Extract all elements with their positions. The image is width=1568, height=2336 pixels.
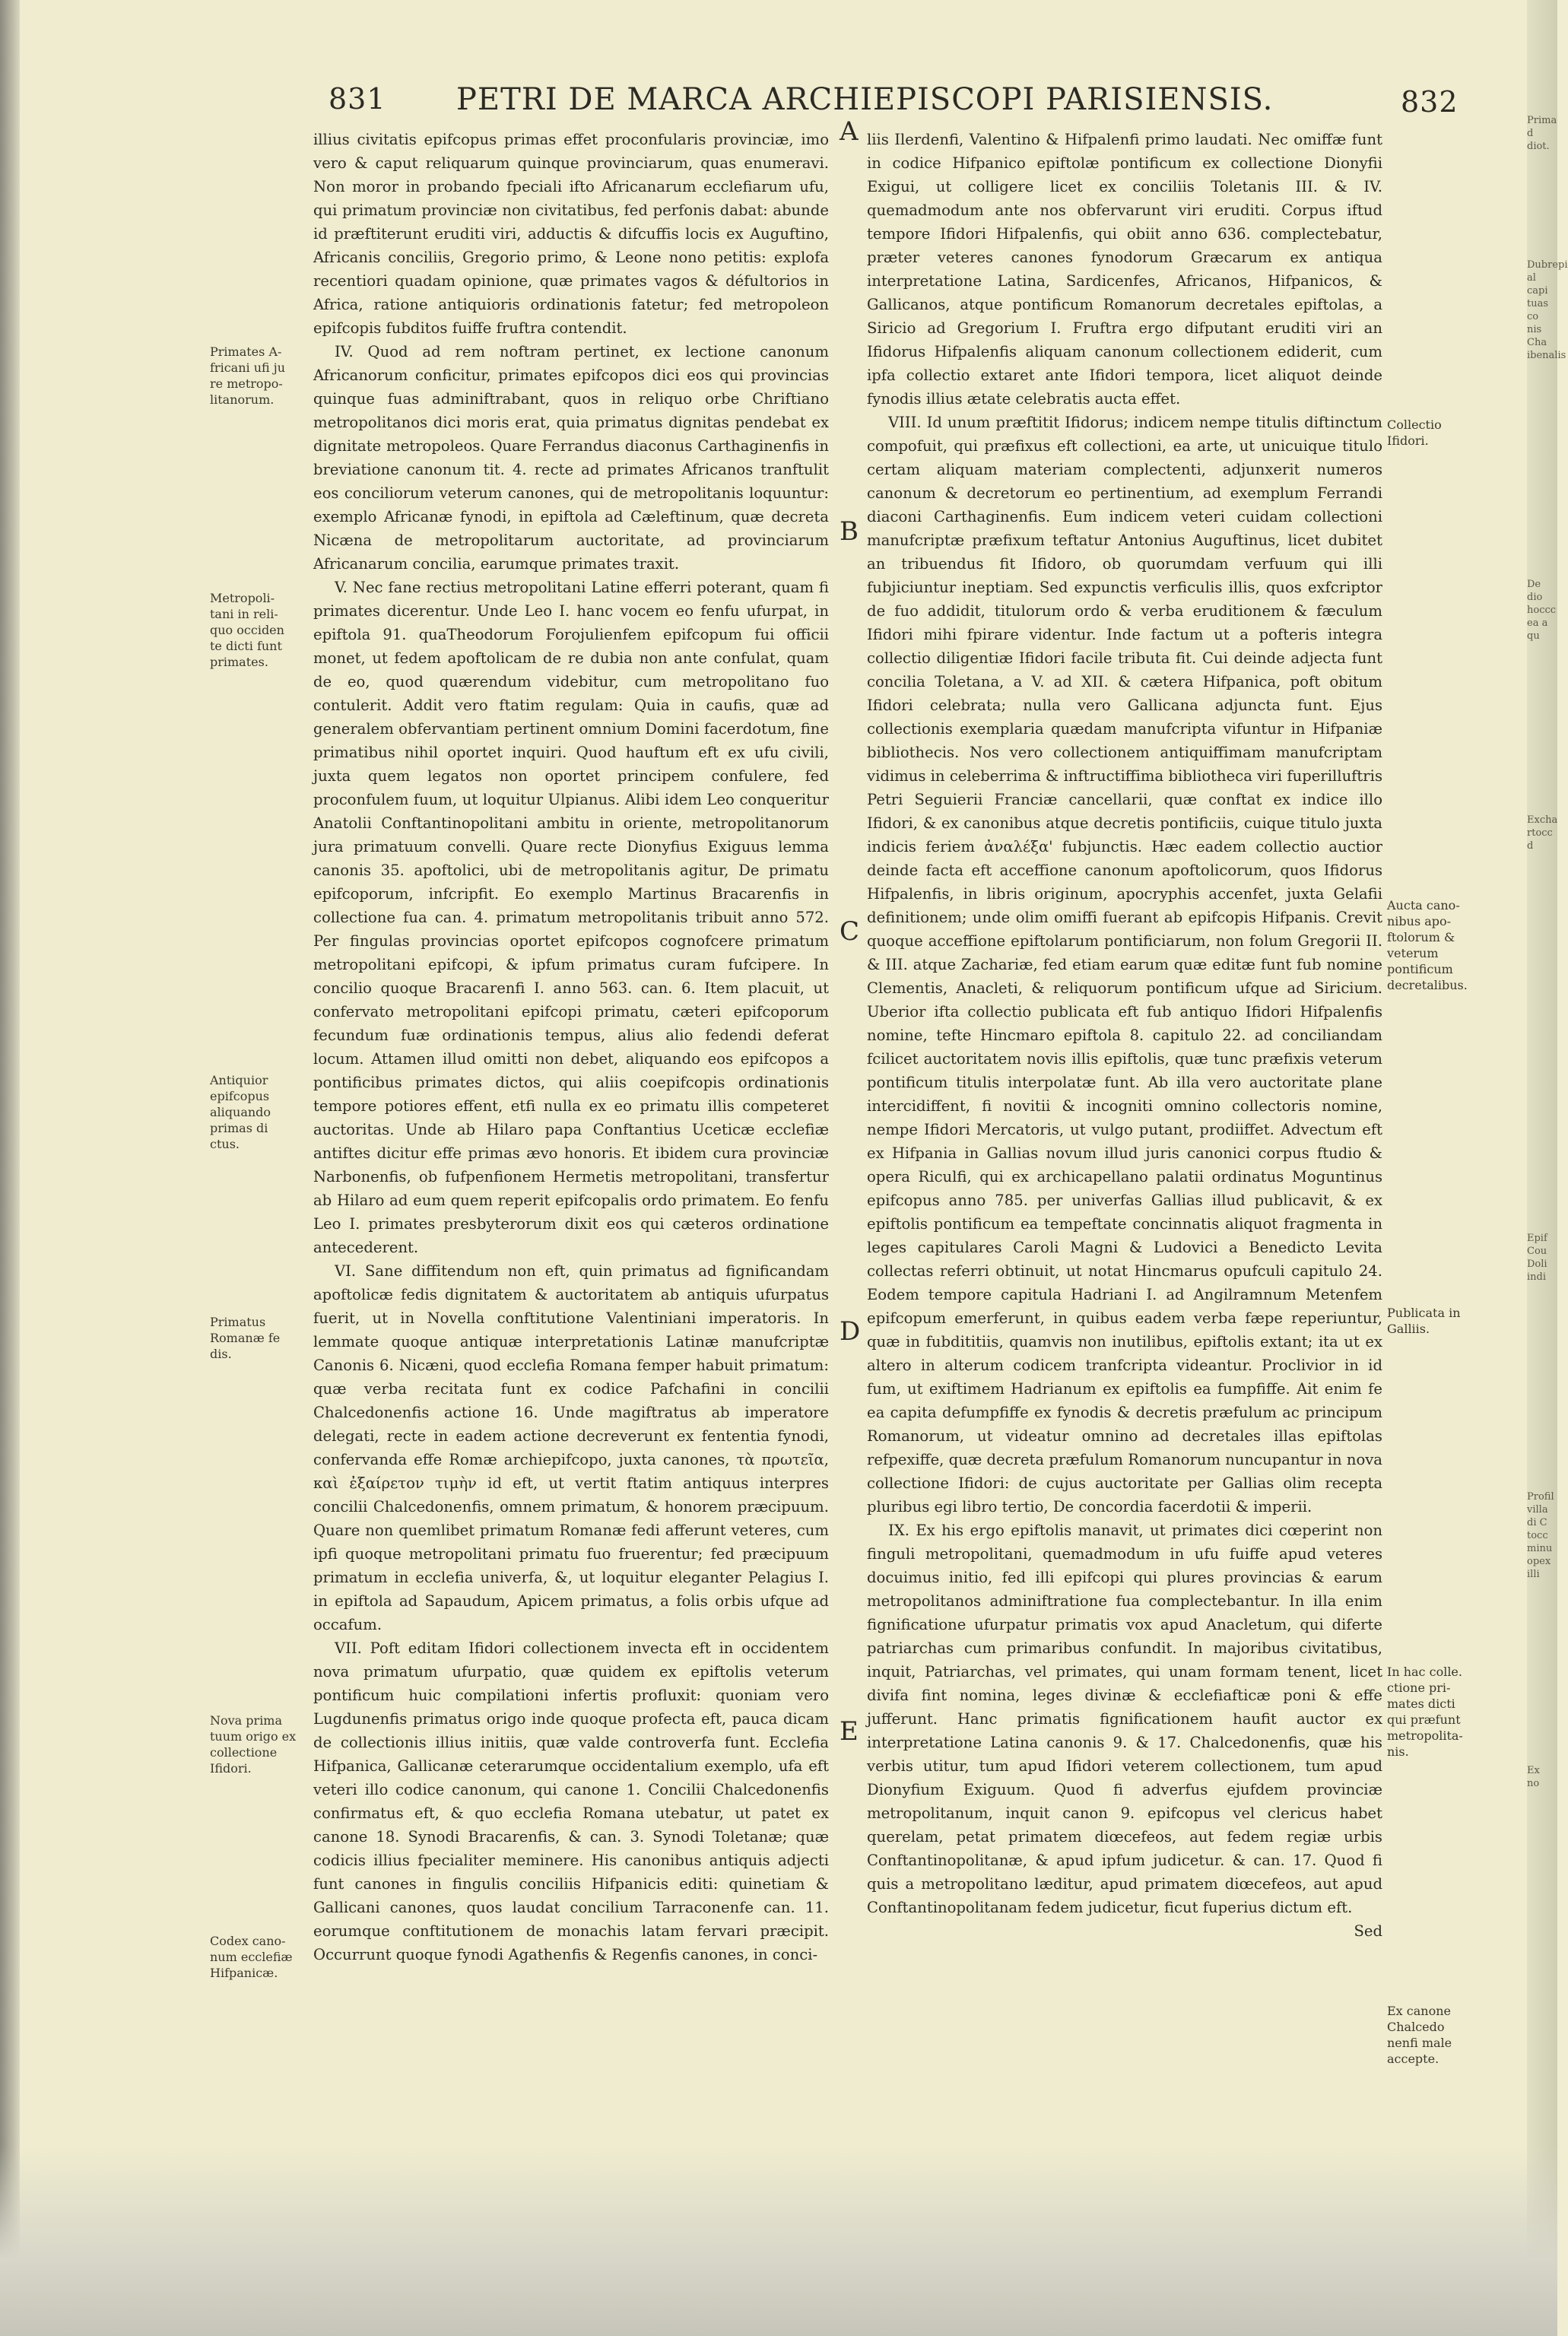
left-text-column <box>313 128 829 1963</box>
left-margin-note: Primates A- fricani ufi ju re metropo- litanorum. <box>210 344 286 407</box>
section-letter: A <box>840 116 859 147</box>
right-margin-note: Ex canone Chalcedo nenfi male accepte. <box>1387 2004 1452 2066</box>
right-margin-note: Publicata in Galliis. <box>1387 1306 1461 1336</box>
right-margin-note: Aucta cano- nibus apo- ftolorum & veterum pontificum decretalibus. <box>1387 898 1468 992</box>
paragraph: VIII. Id unum præftitit Ifidorus; indicem nempe titulis diftinctum compofuit, qui præfixus eft collectioni, ea arte, ut unicuique titulo certam aliquam materiam complectenti, adjunxerit numeros canonum & decretorum eo pertinentium, ad exemplum Ferrandi diaconi Carthaginenfis. Eum indicem veteri cuidam collectioni manufcriptæ præfixum teftatur Antonius Auguftinus, licet dubitet an tribuendus fit Ifidoro, ob quorumdam verfuum qui illi fubjiciuntur ineptiam. Sed expunctis verficulis illis, quos exfcriptor de fuo addidit, titulorum ordo & verba eruditionem & fæculum Ifidori mihi fpirare videntur. Inde factum ut a pofteris integra collectio diligentiæ Ifidori facile tributa fit. Cui deinde adjecta funt concilia Toletana, a V. ad XII. & cætera Hifpanica, poft obitum Ifidori celebrata; nulla vero Gallicana adjuncta funt. Ejus collectionis exemplaria quædam manufcripta vifuntur in Hifpaniæ bibliothecis. Nos vero collectionem antiquiffimam manufcriptam vidimus in celeberrima & inftructiffima bibliotheca viri fuperilluftris Petri Seguierii Franciæ cancellarii, quæ conftat ex indice illo Ifidori, & ex canonibus atque decretis pontificiis, cuique titulo juxta indicis feriem ἀναλέξα' fubjunctis. Hæc eadem collectio auctior deinde facta eft acceffione canonum apoftolicorum, quos Ifidorus Hifpalenfis, in libris originum, apocryphis accenfet, juxta Gelafii definitionem; unde olim omiffi fuerant ab epifcopis Hifpanis. Crevit quoque acceffione epiftolarum pontificiarum, non folum Gregorii II. & III. atque Zachariæ, fed etiam earum quæ editæ funt fub nomine Clementis, Anacleti, & reliquorum pontificum ufque ad Siricium. Uberior ifta collectio publicata eft fub antiquo Ifidori Hifpalenfis nomine, tefte Hincmaro epiftola 8. capitulo 22. ad conciliandam fcilicet auctoritatem novis illis epiftolis, quæ tunc præfixis veterum pontificum titulis interpolatæ funt. Ab illa vero auctoritate plane intercidiffent, fi novitii & incogniti omnino collectoris nomine, nempe Ifidori Mercatoris, ut vulgo putant, prodiiffet. Advectum eft ex Hifpania in Gallias novum illud juris canonici corpus ftudio & opera Riculfi, qui ex archicapellano palatii ordinatus Moguntinus epifcopus anno 785. per univerfas Gallias illud publicavit, & ex epiftolis pontificum ea tempeftate concinnatis aliquot fragmenta in leges capitulares Caroli Magni & Ludovici a Benedicto Levita collectas referri obtinuit, ut notat Hincmarus opufculi capitulo 24. Eodem tempore capitula Hadriani I. ad Angilramnum Metenfem epifcopum emerferunt, in quibus eadem verba fæpe reperiuntur, quæ in fubdititiis, quamvis non inutilibus, epiftolis extant; ita ut ex altero in alterum codicem tranfcripta videantur. Proclivior in id fum, ut exiftimem Hadrianum ex epiftolis ea fumpfiffe. Ait enim fe ea capita defumpfiffe ex fynodis & decretis præfulum ac principum Romanorum, ut videatur omnino ad decretales illas epiftolas refpexiffe, quæ decreta præfulum Romanorum nuncupantur in nova collectione Ifidori: de cujus auctoritate per Gallias olim recepta pluribus egi libro tertio, De concordia facerdotii & imperii. <box>867 414 1382 1516</box>
page-number-left: 831 <box>329 82 386 116</box>
paragraph: liis Ilerdenfi, Valentino & Hifpalenfi primo laudati. Nec omiffæ funt in codice Hifpanico epiftolæ pontificum ex collectione Dionyfii Exigui, ut colligere licet ex conciliis Toletanis III. & IV. quemadmodum ante nos obfervarunt viri eruditi. Corpus iftud tempore Ifidori Hifpalenfis, qui obiit anno 636. complectebatur, præter veteres canones fynodorum Græcarum ex antiqua interpretatione Latina, Sardicenfes, Africanos, Hifpanicos, & Gallicanos, atque pontificum Romanorum decretales epiftolas, a Siricio ad Gregorium I. Fruftra ergo difputant eruditi viri an Ifidorus Hifpalenfis aliquam canonum collectionem ediderit, cum ipfa collectio extaret ante Ifidori tempora, licet aliquot deinde fynodis illius ætate celebratis aucta effet. <box>867 131 1382 408</box>
left-margin-note: Codex cano- num ecclefiæ Hifpanicæ. <box>210 1934 293 1980</box>
catchword: Sed <box>1354 1922 1382 1940</box>
running-head-title: PETRI DE MARCA ARCHIEPISCOPI PARISIENSIS. <box>456 82 1274 117</box>
page-bottom-shadow <box>0 2146 1557 2336</box>
left-margin-note: Metropoli- tani in reli- quo occiden te dicti funt primates. <box>210 591 284 669</box>
paragraph: VII. Poft editam Ifidori collectionem invecta eft in occidentem nova primatum ufurpatio, quæ quidem ex epiftolis veterum pontificum huic compilationi infertis profluxit: quoniam vero Lugdunenfis primatus origo inde quoque profecta eft, pauca dicam de collectionis illius initiis, quæ valde controverfa funt. Ecclefia Hifpanica, Gallicanæ ceterarumque occidentalium exemplo, ufa eft veteri illo codice canonum, qui canone 1. Concilii Chalcedonenfis confirmatus eft, & quo ecclefia Romana utebatur, ut patet ex canone 18. Synodi Bracarenfis, & can. 3. Synodi Toletanæ; quæ codicis illius fpecialiter meminere. His canonibus antiquis adjecti funt canones in fingulis conciliis Hifpanicis editi: quinetiam & Gallicani canones, quos laudat concilium Tarraconenfe can. 11. eorumque conftitutionem de monachis latam fervari præcipit. Occurrunt quoque fynodi Agathenfis & Regenfis canones, in conci- <box>313 1639 829 1963</box>
page-number-right: 832 <box>1401 85 1458 119</box>
right-margin-note: Collectio Ifidori. <box>1387 417 1442 448</box>
right-text-column <box>867 128 1382 1953</box>
left-margin-note: Nova prima tuum origo ex collectione Ifidori. <box>210 1713 297 1776</box>
paragraph: VI. Sane diffitendum non eft, quin primatus ad fignificandam apoftolicæ fedis dignitatem & auctoritatem ab antiquis ufurpatus fuerit, ut in Novella conftitutione Valentiniani imperatoris. In lemmate quoque antiquæ interpretationis Latinæ manufcriptæ Canonis 6. Nicæni, quod ecclefia Romana femper habuit primatum: quæ verba recitata funt ex codice Pafchafini in concilii Chalcedonenfis actione 16. Unde magiftratus ab imperatore delegati, recte in eadem actione decreverunt ex fententia fynodi, confervanda effe Romæ archiepifcopo, juxta canones, τὰ πρωτεῖα, καὶ ἐξαίρετον τιμὴν id eft, ut vertit ftatim antiquus interpres concilii Chalcedonenfis, omnem primatum, & honorem præcipuum. Quare non quemlibet primatum Romanæ fedi afferunt veteres, cum ipfi quoque metropolitani primatu fuo fruerentur; fed præcipuum primatum in ecclefia univerfa, &, ut loquitur eleganter Pelagius I. in epiftola ad Sapaudum, Apicem primatus, a folis orbis ufque ad occafum. <box>313 1262 829 1633</box>
edge-fragment: Profil villa di C tocc minu opex illi <box>1527 1491 1554 1580</box>
book-binding <box>0 0 20 2336</box>
section-letter: B <box>840 516 859 547</box>
section-letter: E <box>840 1716 859 1747</box>
left-margin-note: Primatus Romanæ fe dis. <box>210 1315 281 1361</box>
next-page-edge <box>1527 0 1568 2336</box>
edge-fragment: Prima d diot. <box>1527 115 1557 152</box>
edge-fragment: De dio hoccc ea a qu <box>1527 579 1557 642</box>
section-letter: C <box>840 916 860 947</box>
edge-fragment: Ex no <box>1527 1765 1540 1789</box>
section-letter: D <box>840 1316 861 1347</box>
paragraph: V. Nec fane rectius metropolitani Latine efferri poterant, quam fi primates dicerentur. Unde Leo I. hanc vocem eo fenfu ufurpat, in epiftola 91. quaTheodorum Forojulienfem epifcopum fui officii monet, ut fedem apoftolicam de re dubia non ante confulat, quam de eo, quod quærendum videbitur, cum metropolitano fuo contulerit. Addit vero ftatim regulam: Quia in caufis, quæ ad generalem obfervantiam pertinent omnium Domini facerdotum, fine primatibus nihil oportet inquiri. Quod hauftum eft ex ufu civili, juxta quem legatos non oportet principem confulere, fed proconfulem fuum, ut loquitur Ulpianus. Alibi idem Leo conqueritur Anatolii Conftantinopolitani ambitu in oriente, metropolitanorum jura primatuum convelli. Quare recte Dionyfius Exiguus lemma canonis 35. apoftolici, ubi de metropolitanis agitur, De primatu epifcoporum, infcripfit. Eo exemplo Martinus Bracarenfis in collectione fua can. 4. primatum metropolitanis tribuit anno 572. Per fingulas provincias oportet epifcopos cognofcere primatum metropolitani epifcopi, & ipfum primatus curam fufcipere. In concilio quoque Bracarenfi I. anno 563. can. 6. Item placuit, ut confervato metropolitani epifcopi primatu, cæteri epifcoporum fecundum fuæ ordinationis tempus, alius alio fedendi deferat locum. Attamen illud omitti non debet, aliquando eos epifcopos a pontificibus primates dictos, qui aliis coepifcopis ordinationis tempore potiores effent, etfi nulla ex eo primatu illis competeret auctoritas. Unde ab Hilaro papa Conftantius Uceticæ ecclefiæ antiftes dicitur effe primas ævo honoris. Et ibidem cura provinciæ Narbonenfis, ob fufpenfionem Hermetis metropolitani, transfertur ab Hilaro ad eum quem reperit epifcopalis ordo primatem. Eo fenfu Leo I. primates presbyterorum dixit eos qui cæteros ordinatione antecederent. <box>313 579 829 1256</box>
edge-fragment: Excha rtocc d <box>1527 814 1558 852</box>
paragraph: illius civitatis epifcopus primas effet proconfularis provinciæ, imo vero & caput reliquarum quinque provinciarum, quas enumeravi. Non moror in probando fpeciali ifto Africanarum ecclefiarum ufu, qui primatum provinciæ non civitatibus, fed perfonis dabat: abunde id præftiterunt eruditi viri, adductis & difcuffis locis ex Auguftino, Africanis conciliis, Gregorio primo, & Leone nono petitis: explofa recentiori quadam opinione, quæ primates vagos & défultorios in Africa, ratione antiquioris ordinationis fatetur; fed metropoleon epifcopis fubditos fuiffe fruftra contendit. <box>313 131 829 337</box>
paragraph: IX. Ex his ergo epiftolis manavit, ut primates dici cœperint non finguli metropolitani, quemadmodum in ufu fuiffe apud veteres docuimus initio, fed illi epifcopi qui plures provincias & earum metropolitanos adminiftratione fua complectebantur. In illa enim fignificatione ufurpatur primatis vox apud Anacletum, qui diferte patriarchas cum primaribus confundit. In majoribus civitatibus, inquit, Patriarchas, vel primates, qui unam formam tenent, licet divifa fint nomina, leges divinæ & ecclefiafticæ poni & effe jufferunt. Hanc primatis fignificationem haufit auctor ex interpretatione Latina canonis 9. & 17. Chalcedonenfis, quæ his verbis utitur, tum apud Ifidori veterem collectionem, tum apud Dionyfium Exiguum. Quod fi adverfus ejufdem provinciæ metropolitanum, inquit canon 9. epifcopus vel clericus habet querelam, petat primatem diœcefeos, aut fedem regiæ urbis Conftantinopolitanæ, & apud ipfum judicetur. & can. 17. Quod fi quis a metropolitano læditur, apud primatem diœcefeos, aut apud Conftantinopolitanam fedem judicetur, ficut fuperius dictum eft. <box>867 1522 1382 1916</box>
paragraph: IV. Quod ad rem noftram pertinet, ex lectione canonum Africanorum conficitur, primates epifcopos dici eos qui provincias quinque fuas adminiftrabant, quos in reliquo orbe Chriftiano metropolitanos dici moris erat, quia primatus dignitas pendebat ex dignitate metropoleos. Quare Ferrandus diaconus Carthaginenfis in breviatione canonum tit. 4. recte ad primates Africanos tranftulit eos conciliorum veterum canones, qui de metropolitanis loquuntur: exemplo Africanæ fynodi, in epiftola ad Cæleftinum, quæ decreta Nicæna de metropolitarum auctoritate, ad provinciarum Africanarum concilia, earumque primates traxit. <box>313 343 829 573</box>
edge-fragment: Dubrepi al capi tuas co nis Cha ibenalis <box>1527 259 1568 361</box>
left-margin-note: Antiquior epifcopus aliquando primas di ctus. <box>210 1073 271 1151</box>
right-margin-note: In hac colle. ctione pri- mates dicti qui præfunt metropolita- nis. <box>1387 1665 1463 1759</box>
edge-fragment: Epif Cou Doli indi <box>1527 1233 1547 1283</box>
